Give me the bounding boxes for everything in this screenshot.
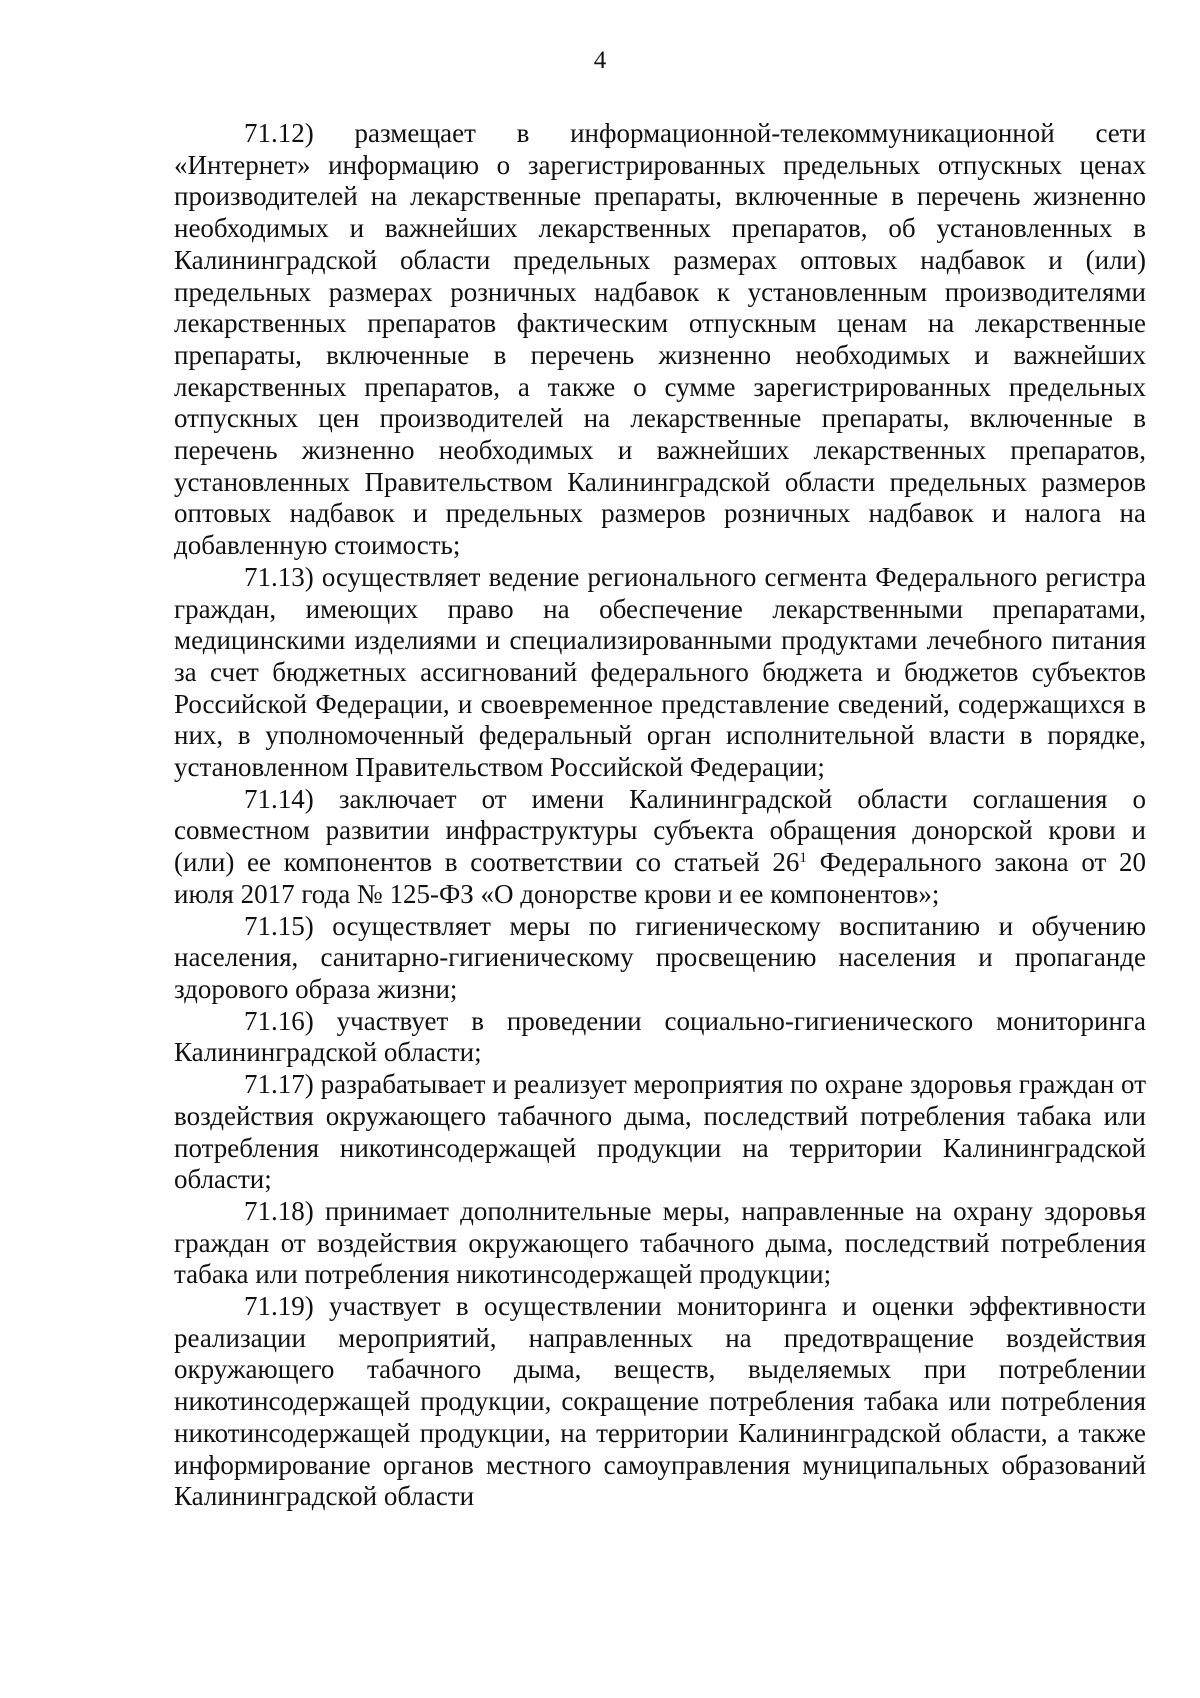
article-superscript: 1 <box>799 850 807 867</box>
paragraph-71-19: 71.19) участвует в осуществлении мониторинга и оценки эффективности реализации мероприятий, направленных на предотвращение воздействия окружающего табачного дыма, веществ, выделяемых при потреблении никотинсодержащей продукции, сокращение потребления табака или потребления никотинсодержащей продукции, на территории Калининградской области, а также информирование органов местного самоуправления муниципальных образований Калининградской области <box>174 1291 1146 1512</box>
paragraph-71-15: 71.15) осуществляет меры по гигиеническому воспитанию и обучению населения, санитарно-гигиеническому просвещению населения и пропаганде здорового образа жизни; <box>174 910 1146 1004</box>
document-body <box>174 118 1146 1513</box>
paragraph-71-18: 71.18) принимает дополнительные меры, направленные на охрану здоровья граждан от воздействия окружающего табачного дыма, последствий потребления табака или потребления никотинсодержащей продукции; <box>174 1195 1146 1290</box>
paragraph-71-17: 71.17) разрабатывает и реализует мероприятия по охране здоровья граждан от воздействия окружающего табачного дыма, последствий потребления табака или потребления никотинсодержащей продукции на территории Калининградской области; <box>174 1069 1146 1195</box>
paragraph-71-13: 71.13) осуществляет ведение регионального сегмента Федерального регистра граждан, имеющих право на обеспечение лекарственными препаратами, медицинскими изделиями и специализированными продуктами лечебного питания за счет бюджетных ассигнований федерального бюджета и бюджетов субъектов Российской Федерации, и своевременное представление сведений, содержащихся в них, в уполномоченный федеральный орган исполнительной власти в порядке, установленном Правительством Российской Федерации; <box>174 561 1146 783</box>
paragraph-71-16: 71.16) участвует в проведении социально-гигиенического мониторинга Калининградской области; <box>174 1005 1146 1068</box>
paragraph-71-14-text-after: Федерального закона от 20 июля 2017 года № 125-ФЗ «О донорстве крови и ее компонентов»; <box>174 847 1147 909</box>
paragraph-71-12: 71.12) размещает в информационной-телекоммуникационной сети «Интернет» информацию о зарегистрированных предельных отпускных ценах производителей на лекарственные препараты, включенные в перечень жизненно необходимых и важнейших лекарственных препаратов, об установленных в Калининградской области предельных размерах оптовых надбавок и (или) предельных размерах розничных надбавок к установленным производителями лекарственных препаратов фактическим отпускным ценам на лекарственные препараты, включенные в перечень жизненно необходимых и важнейших лекарственных препаратов, а также о сумме зарегистрированных предельных отпускных цен производителей на лекарственные препараты, включенные в перечень жизненно необходимых и важнейших лекарственных препаратов, установленных Правительством Калининградской области предельных размеров оптовых надбавок и предельных размеров розничных надбавок и налога на добавленную стоимость; <box>174 118 1146 561</box>
paragraph-71-14 <box>174 784 1146 911</box>
page-number: 4 <box>593 47 607 74</box>
paragraph-71-14-text-before: 71.14) заключает от имени Калининградской области соглашения о совместном развитии инфраструктуры субъекта обращения донорской крови и (или) ее компонентов в соответствии со статьей 26 <box>174 783 1146 878</box>
